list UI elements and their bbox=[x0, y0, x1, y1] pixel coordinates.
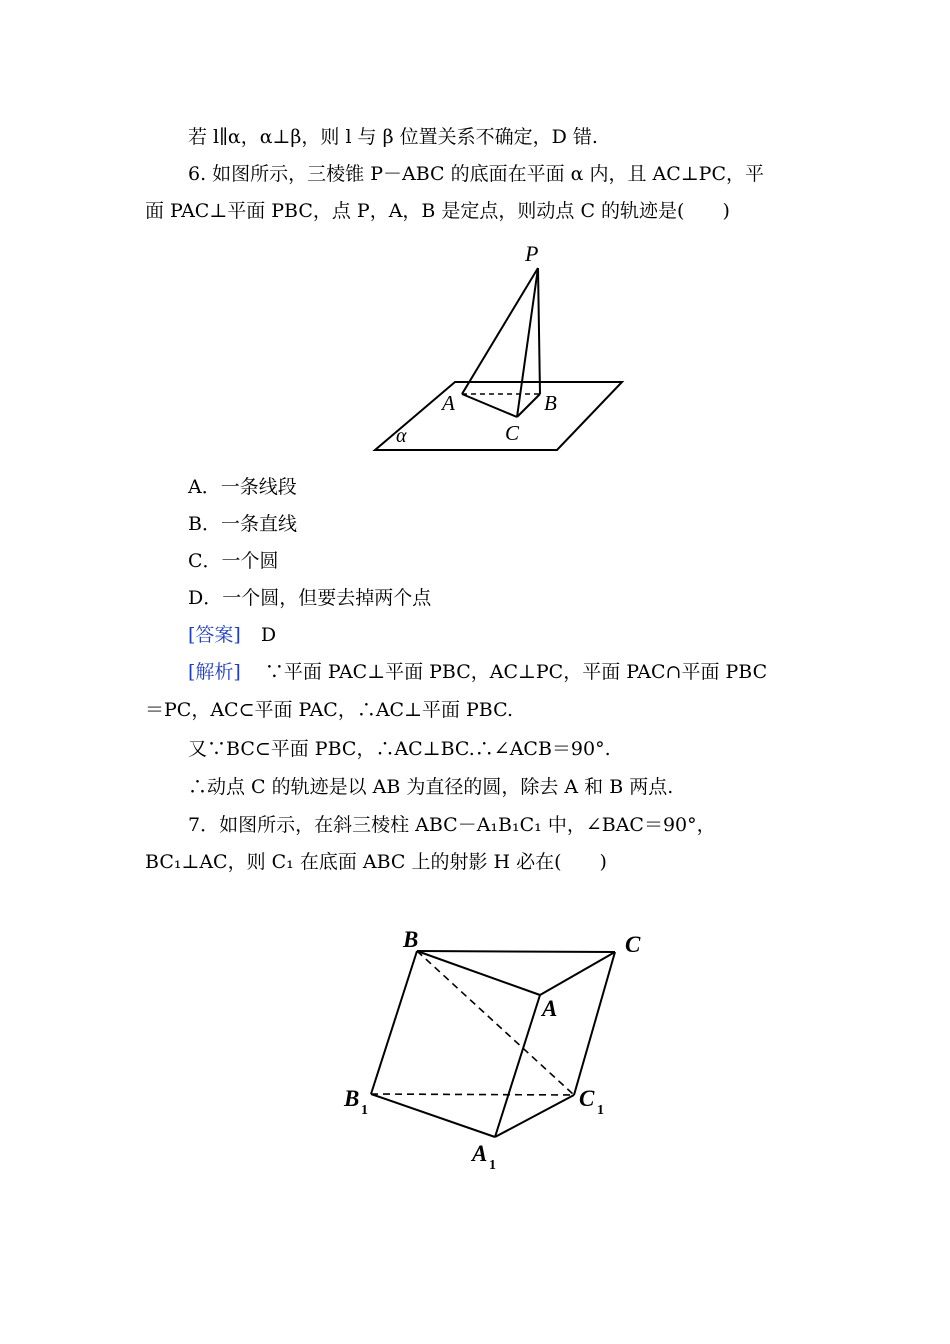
option-b: B．一条直线 bbox=[188, 513, 297, 535]
question-7-line-1: 7．如图所示，在斜三棱柱 ABC－A₁B₁C₁ 中，∠BAC＝90°， bbox=[188, 814, 716, 836]
edge-B1A1 bbox=[371, 1094, 495, 1137]
label-B: B bbox=[544, 391, 557, 415]
label-alpha: α bbox=[396, 425, 407, 447]
analysis-tag: [解析] bbox=[188, 661, 241, 683]
label-C: C bbox=[505, 421, 520, 445]
edge-BA bbox=[417, 951, 540, 995]
question-6-line-1: 6. 如图所示，三棱锥 P－ABC 的底面在平面 α 内，且 AC⊥PC，平 bbox=[188, 163, 765, 185]
edge-BC bbox=[417, 951, 615, 952]
label-A1-sub: 1 bbox=[489, 1158, 496, 1173]
label-B1: B bbox=[344, 1086, 360, 1111]
label-P: P bbox=[525, 241, 539, 266]
label-B: B bbox=[403, 927, 419, 952]
figure-pyramid bbox=[360, 238, 640, 458]
answer-tag: [答案] bbox=[188, 624, 241, 646]
analysis-line-1 bbox=[188, 659, 858, 685]
text-line-1: 若 l∥α，α⊥β，则 l 与 β 位置关系不确定，D 错. bbox=[188, 126, 598, 148]
label-A1: A bbox=[472, 1141, 488, 1166]
option-d: D．一个圆，但要去掉两个点 bbox=[188, 587, 432, 609]
label-A: A bbox=[542, 996, 558, 1021]
edge-PB bbox=[538, 268, 540, 394]
edge-BC1-hidden bbox=[417, 951, 574, 1095]
edge-CC1 bbox=[574, 952, 615, 1095]
analysis-line-2: ＝PC，AC⊂平面 PAC，∴AC⊥平面 PBC. bbox=[145, 699, 514, 721]
analysis-line-3: 又∵BC⊂平面 PBC，∴AC⊥BC.∴∠ACB＝90°. bbox=[188, 738, 611, 760]
label-C1: C bbox=[579, 1086, 595, 1111]
edge-B1C1-hidden bbox=[371, 1094, 574, 1095]
question-7-line-2: BC₁⊥AC，则 C₁ 在底面 ABC 上的射影 H 必在( ) bbox=[145, 851, 607, 873]
edge-AC bbox=[462, 394, 517, 417]
label-C: C bbox=[625, 932, 641, 957]
edge-BB1 bbox=[371, 951, 417, 1094]
analysis-line-4: ∴动点 C 的轨迹是以 AB 为直径的圆，除去 A 和 B 两点. bbox=[188, 776, 674, 798]
answer-value: D bbox=[260, 624, 277, 646]
question-6-line-2: 面 PAC⊥平面 PBC，点 P，A，B 是定点，则动点 C 的轨迹是( ) bbox=[145, 200, 730, 222]
answer-line bbox=[188, 622, 858, 648]
option-a: A．一条线段 bbox=[188, 476, 297, 498]
edge-PA bbox=[462, 268, 538, 394]
option-c: C．一个圆 bbox=[188, 550, 279, 572]
analysis-text-1: ∵平面 PAC⊥平面 PBC，AC⊥PC，平面 PAC∩平面 PBC bbox=[264, 661, 768, 683]
label-A: A bbox=[442, 391, 455, 415]
label-C1-sub: 1 bbox=[597, 1103, 604, 1118]
figure-prism bbox=[330, 915, 660, 1180]
plane-alpha bbox=[375, 382, 622, 450]
label-B1-sub: 1 bbox=[361, 1103, 368, 1118]
